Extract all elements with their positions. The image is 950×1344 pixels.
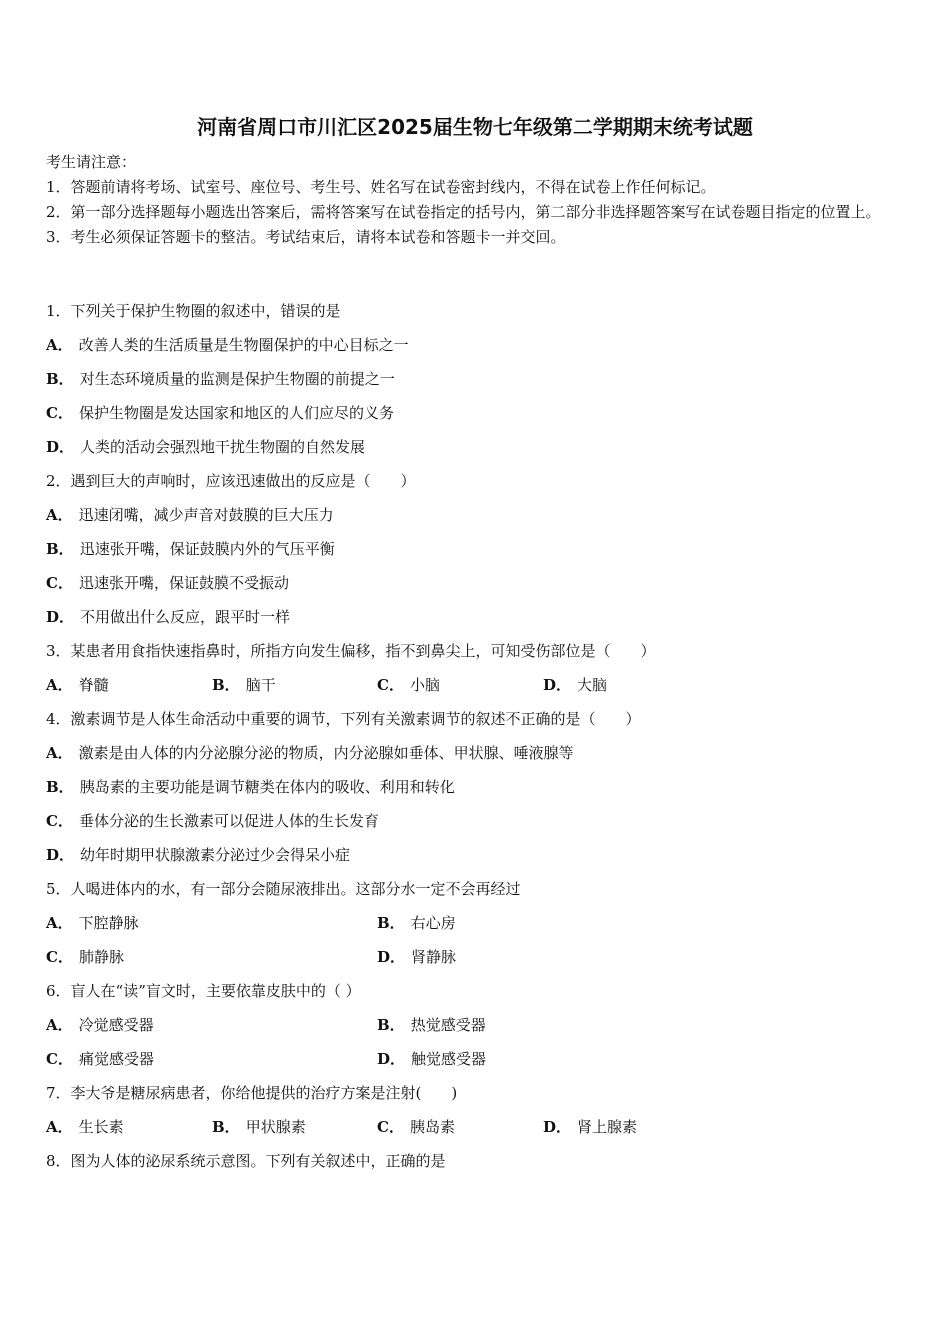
option (377, 913, 456, 933)
option-text: 肾上腺素 (577, 1118, 638, 1136)
option-text: 迅速张开嘴，保证鼓膜不受振动 (78, 574, 289, 592)
option-label: C． (46, 1050, 73, 1068)
option-label: D． (46, 846, 75, 864)
option (46, 1015, 154, 1035)
option-text: 脊髓 (78, 676, 109, 694)
option (46, 539, 335, 559)
option (377, 947, 456, 967)
question-stem: 4．激素调节是人体生命活动中重要的调节，下列有关激素调节的叙述不正确的是（ ） (46, 710, 641, 728)
option-label: D． (377, 1050, 406, 1068)
option-text: 触觉感受器 (411, 1050, 487, 1068)
option (46, 403, 394, 423)
option-text: 右心房 (410, 914, 456, 932)
option-label: A． (46, 914, 73, 932)
option-text: 冷觉感受器 (78, 1016, 154, 1034)
question-stem: 2．遇到巨大的声响时，应该迅速做出的反应是（ ） (46, 472, 416, 490)
option (46, 777, 455, 797)
notice-section (46, 150, 896, 250)
question-stem: 1．下列关于保护生物圈的叙述中，错误的是 (46, 302, 341, 320)
option-text: 热觉感受器 (410, 1016, 486, 1034)
notice-item: 3．考生必须保证答题卡的整洁。考试结束后，请将本试卷和答题卡一并交回。 (46, 228, 566, 246)
option (46, 335, 409, 355)
option-label: A． (46, 1016, 73, 1034)
option (46, 743, 574, 763)
option-label: D． (543, 676, 572, 694)
option-label: C． (46, 812, 73, 830)
option-label: B． (212, 1118, 240, 1136)
option (46, 845, 350, 865)
option-text: 肺静脉 (78, 948, 124, 966)
option-text: 胰岛素的主要功能是调节糖类在体内的吸收、利用和转化 (79, 778, 455, 796)
option-label: A． (46, 506, 73, 524)
option-label: A． (46, 676, 73, 694)
option (46, 1117, 124, 1137)
option-label: B． (46, 540, 74, 558)
option-label: B． (46, 778, 74, 796)
option-text: 大脑 (577, 676, 608, 694)
option-text: 不用做出什么反应，跟平时一样 (80, 608, 291, 626)
option (46, 675, 109, 695)
option-label: A． (46, 1118, 73, 1136)
page-title: 河南省周口市川汇区2025届生物七年级第二学期期末统考试题 (197, 115, 753, 139)
option-text: 垂体分泌的生长激素可以促进人体的生长发育 (78, 812, 379, 830)
option (377, 1049, 486, 1069)
option-label: C． (377, 1118, 404, 1136)
option-label: C． (46, 948, 73, 966)
option (377, 1015, 486, 1035)
question-stem: 3．某患者用食指快速指鼻时，所指方向发生偏移，指不到鼻尖上，可知受伤部位是（ ） (46, 642, 656, 660)
option-text: 人类的活动会强烈地干扰生物圈的自然发展 (80, 438, 366, 456)
option-text: 甲状腺素 (245, 1118, 306, 1136)
option-label: B． (46, 370, 74, 388)
option-text: 改善人类的生活质量是生物圈保护的中心目标之一 (78, 336, 409, 354)
notice-heading: 考生请注意： (46, 153, 137, 171)
notice-item: 2．第一部分选择题每小题选出答案后，需将答案写在试卷指定的括号内，第二部分非选择题答案写在试卷题目指定的位置上。 (46, 203, 881, 221)
option-label: C． (46, 404, 73, 422)
option-text: 对生态环境质量的监测是保护生物圈的前提之一 (79, 370, 395, 388)
option-text: 肾静脉 (411, 948, 457, 966)
option-label: A． (46, 744, 73, 762)
option-text: 幼年时期甲状腺激素分泌过少会得呆小症 (80, 846, 351, 864)
option (46, 913, 139, 933)
option (46, 573, 289, 593)
option (212, 675, 276, 695)
option-text: 痛觉感受器 (78, 1050, 154, 1068)
option (46, 811, 379, 831)
option (46, 1049, 154, 1069)
option-text: 迅速闭嘴，减少声音对鼓膜的巨大压力 (78, 506, 334, 524)
option (46, 947, 124, 967)
option-label: B． (377, 1016, 405, 1034)
option (543, 1117, 637, 1137)
option-label: A． (46, 336, 73, 354)
option-text: 下腔静脉 (78, 914, 139, 932)
option (377, 675, 440, 695)
question-stem: 8．图为人体的泌尿系统示意图。下列有关叙述中，正确的是 (46, 1152, 446, 1170)
option-label: D． (543, 1118, 572, 1136)
question-stem: 5．人喝进体内的水，有一部分会随尿液排出。这部分水一定不会再经过 (46, 880, 521, 898)
option-text: 生长素 (78, 1118, 124, 1136)
notice-item: 1．答题前请将考场、试室号、座位号、考生号、姓名写在试卷密封线内，不得在试卷上作任何标记。 (46, 178, 716, 196)
option-label: D． (46, 608, 75, 626)
option-text: 迅速张开嘴，保证鼓膜内外的气压平衡 (79, 540, 335, 558)
option-label: B． (377, 914, 405, 932)
option (46, 369, 395, 389)
option-label: C． (377, 676, 404, 694)
option-text: 脑干 (245, 676, 276, 694)
option-label: B． (212, 676, 240, 694)
option (212, 1117, 306, 1137)
option-label: D． (377, 948, 406, 966)
option (46, 505, 334, 525)
option-text: 胰岛素 (409, 1118, 455, 1136)
option-label: C． (46, 574, 73, 592)
option (543, 675, 607, 695)
option (377, 1117, 455, 1137)
option-text: 小脑 (409, 676, 440, 694)
option-text: 保护生物圈是发达国家和地区的人们应尽的义务 (78, 404, 394, 422)
question-stem: 6．盲人在“读”盲文时，主要依靠皮肤中的（ ） (46, 982, 361, 1000)
option-text: 激素是由人体的内分泌腺分泌的物质，内分泌腺如垂体、甲状腺、唾液腺等 (78, 744, 574, 762)
question-stem: 7．李大爷是糖尿病患者，你给他提供的治疗方案是注射( ) (46, 1084, 458, 1102)
option (46, 437, 365, 457)
option-label: D． (46, 438, 75, 456)
option (46, 607, 290, 627)
